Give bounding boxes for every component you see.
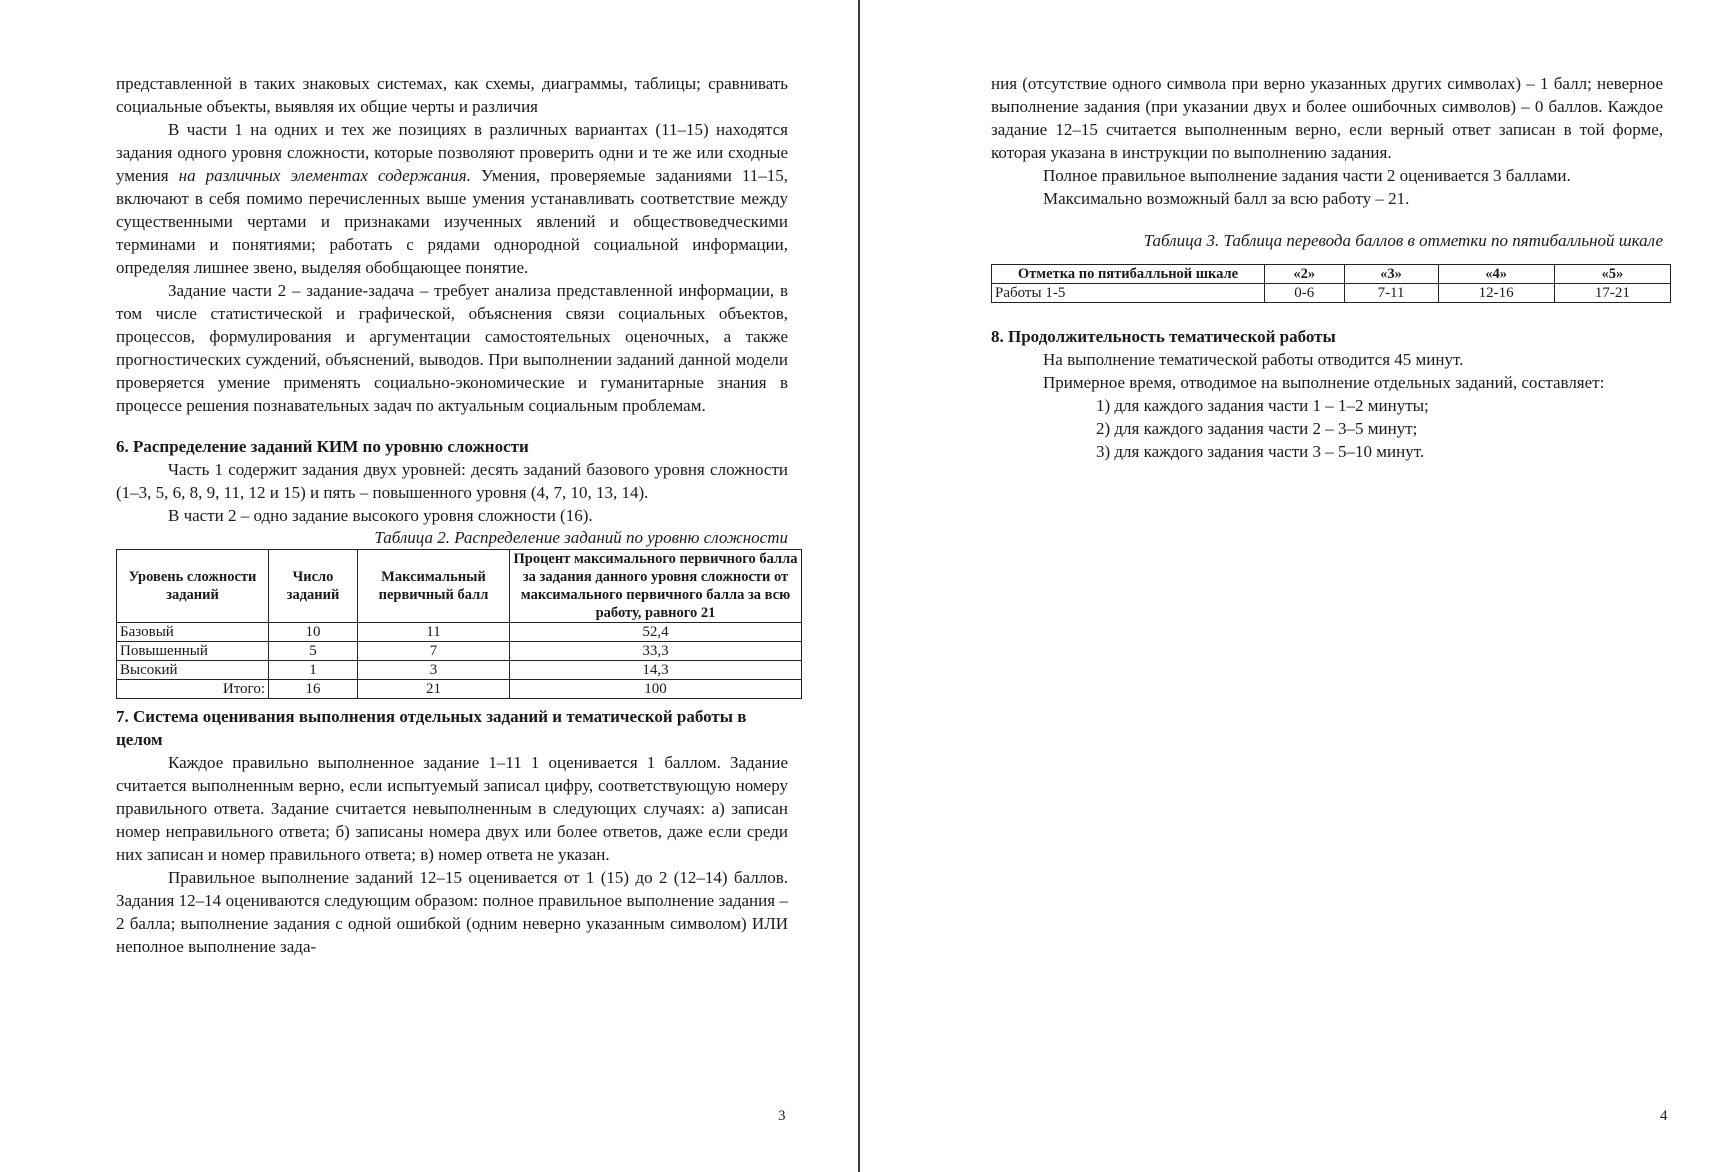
paragraph: представленной в таких знаковых системах, как схемы, диаграммы, таблицы; сравнивать социальные объекты, выявляя их общие черты и различия [116, 74, 788, 116]
table-cell: 7 [358, 642, 510, 661]
paragraph: ния (отсутствие одного символа при верно указанных других символах) – 1 балл; неверное выполнение задания (при указании двух и более ошибочных символов) – 0 баллов. Каждое задание 12–15 считается выполненным верно, если верный ответ записан в той форме, которая указана в инструкции по выполнению задания. [991, 74, 1663, 162]
table-cell: 7-11 [1344, 284, 1438, 303]
list-item: 3) для каждого задания части 3 – 5–10 минут. [1096, 442, 1425, 461]
grade-conversion-table [991, 264, 1671, 303]
table-cell: 21 [358, 680, 510, 699]
paragraph: Задание части 2 – задание-задача – требует анализа представленной информации, в том числе статистической и графической, объяснения связи социальных объектов, процессов, формулирования и аргументации самостоятельных оценочных, а также прогностических суждений, объяснений, выводов. При выполнении заданий данной модели проверяется умение применять социально-экономические и гуманитарные знания в процессе решения познавательных задач по актуальным социальным проблемам. [116, 281, 788, 415]
paragraph: Примерное время, отводимое на выполнение отдельных заданий, составляет: [1043, 373, 1605, 392]
table-caption: Таблица 2. Распределение заданий по уровню сложности [374, 528, 788, 547]
paragraph: Максимально возможный балл за всю работу – 21. [1043, 189, 1410, 208]
table-row [992, 284, 1671, 303]
table-row [117, 680, 802, 699]
table-cell: 16 [269, 680, 358, 699]
table-cell: Итого: [117, 680, 269, 699]
list-item: 1) для каждого задания части 1 – 1–2 минуты; [1096, 396, 1429, 415]
table-cell: 1 [269, 661, 358, 680]
table-row [117, 623, 802, 642]
section-heading: 6. Распределение заданий КИМ по уровню сложности [116, 437, 529, 456]
list-item: 2) для каждого задания части 2 – 3–5 минут; [1096, 419, 1418, 438]
table-header-row [992, 265, 1671, 284]
paragraph: В части 2 – одно задание высокого уровня сложности (16). [168, 506, 593, 525]
page-number: 4 [1660, 1108, 1668, 1124]
table-cell: 3 [358, 661, 510, 680]
paragraph: В части 1 на одних и тех же позициях в различных вариантах (11–15) находятся задания одного уровня сложности, которые позволяют проверить одни и те же или сходные умения на различных элементах содержания. Умения, проверяемые заданиями 11–15, включают в себя помимо перечисленных выше умения устанавливать соответствие между существенными чертами и признаками изученных явлений и обществоведческими терминами и понятиями; работать с рядами однородной социальной информации, определяя лишнее звено, выделяя обобщающее понятие. [116, 120, 788, 277]
left-page [0, 0, 858, 1172]
table-header: «3» [1344, 265, 1438, 284]
table-cell: 5 [269, 642, 358, 661]
section-heading: 8. Продолжительность тематической работы [991, 327, 1336, 346]
left-page-text [116, 72, 798, 958]
paragraph: Правильное выполнение заданий 12–15 оценивается от 1 (15) до 2 (12–14) баллов. Задания 12–14 оцениваются следующим образом: полное правильное выполнение задания – 2 балла; выполнение задания с одной ошибкой (одним неверно указанным символом) ИЛИ неполное выполнение зада- [116, 868, 788, 956]
table-header: Максимальный первичный балл [358, 550, 510, 623]
section-heading: 7. Система оценивания выполнения отдельных заданий и тематической работы в целом [116, 707, 747, 749]
table-cell: 12-16 [1438, 284, 1554, 303]
table-header: «5» [1554, 265, 1670, 284]
table-cell: Высокий [117, 661, 269, 680]
table-header: «4» [1438, 265, 1554, 284]
table-caption: Таблица 3. Таблица перевода баллов в отметки по пятибалльной шкале [1143, 231, 1663, 250]
page-number: 3 [778, 1108, 786, 1124]
table-cell: 17-21 [1554, 284, 1670, 303]
table-header: Уровень сложности заданий [117, 550, 269, 623]
table-cell: 33,3 [510, 642, 802, 661]
table-row [117, 661, 802, 680]
table-header: Число заданий [269, 550, 358, 623]
table-row [117, 642, 802, 661]
table-header: Процент максимального первичного балла за задания данного уровня сложности от максимального первичного балла за всю работу, равного 21 [510, 550, 802, 623]
right-page [860, 0, 1720, 1172]
difficulty-table [116, 549, 802, 699]
table-header: «2» [1265, 265, 1345, 284]
emphasis: на различных элементах содержания. [178, 166, 471, 185]
paragraph: Часть 1 содержит задания двух уровней: десять заданий базового уровня сложности (1–3, 5, 6, 8, 9, 11, 12 и 15) и пять – повышенного уровня (4, 7, 10, 13, 14). [116, 460, 788, 502]
table-cell: Повышенный [117, 642, 269, 661]
table-header-row [117, 550, 802, 623]
table-cell: 14,3 [510, 661, 802, 680]
table-cell: 0-6 [1265, 284, 1345, 303]
table-cell: Базовый [117, 623, 269, 642]
time-list [991, 394, 1663, 463]
right-page-text [991, 72, 1663, 463]
paragraph: Полное правильное выполнение задания части 2 оценивается 3 баллами. [1043, 166, 1571, 185]
table-cell: 52,4 [510, 623, 802, 642]
table-cell: 11 [358, 623, 510, 642]
table-cell: 10 [269, 623, 358, 642]
table-header: Отметка по пятибалльной шкале [992, 265, 1265, 284]
table-cell: Работы 1-5 [992, 284, 1265, 303]
paragraph: На выполнение тематической работы отводится 45 минут. [1043, 350, 1464, 369]
paragraph: Каждое правильно выполненное задание 1–11 1 оценивается 1 баллом. Задание считается выполненным верно, если испытуемый записал цифру, соответствующую номеру правильного ответа. Задание считается невыполненным в следующих случаях: а) записан номер неправильного ответа; б) записаны номера двух или более ответов, даже если среди них записан и номер правильного ответа; в) номер ответа не указан. [116, 753, 788, 864]
table-cell: 100 [510, 680, 802, 699]
